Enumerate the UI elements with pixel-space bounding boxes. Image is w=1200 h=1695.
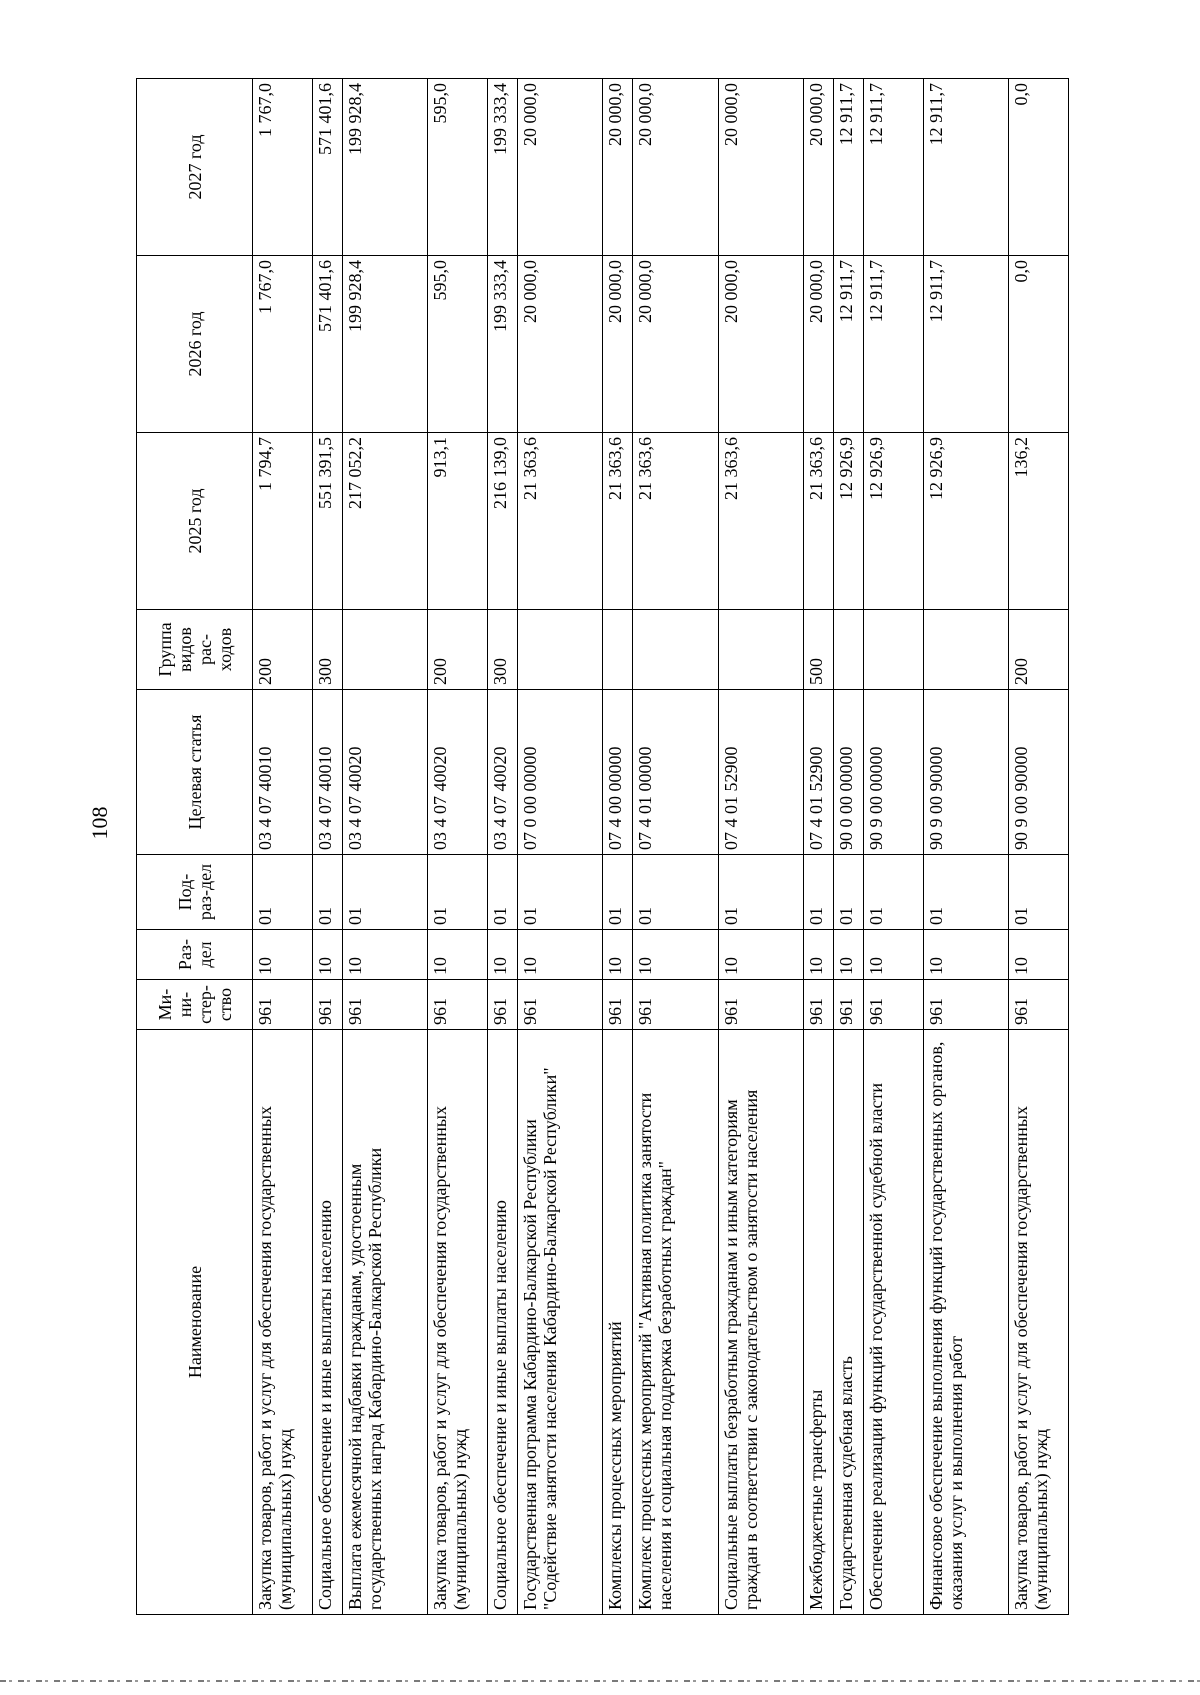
- row-section: 10: [603, 930, 633, 980]
- row-2027: 199 928,4: [342, 79, 427, 256]
- header-row: [137, 79, 253, 1615]
- row-subsection: 01: [633, 855, 718, 930]
- row-section: 10: [1008, 930, 1068, 980]
- row-subsection: 01: [803, 855, 833, 930]
- row-2026: 595,0: [428, 256, 488, 433]
- row-ministry: 961: [253, 980, 313, 1030]
- row-section: 10: [803, 930, 833, 980]
- row-target: 07 4 00 00000: [603, 690, 633, 855]
- row-target: 03 4 07 40010: [312, 690, 342, 855]
- row-ministry: 961: [633, 980, 718, 1030]
- row-2025: 1 794,7: [253, 433, 313, 610]
- row-target: 03 4 07 40020: [342, 690, 427, 855]
- row-name: Закупка товаров, работ и услуг для обеспечения государственных (муниципальных) нужд: [1008, 1030, 1068, 1615]
- row-ministry: 961: [428, 980, 488, 1030]
- row-name: Социальные выплаты безработным гражданам и иным категориям граждан в соответствии с законодательством о занятости населения: [718, 1030, 803, 1615]
- row-2027: 20 000,0: [633, 79, 718, 256]
- row-group: 300: [312, 610, 342, 690]
- row-2027: 20 000,0: [603, 79, 633, 256]
- row-2027: 20 000,0: [803, 79, 833, 256]
- row-2025: 913,1: [428, 433, 488, 610]
- row-2026: 20 000,0: [633, 256, 718, 433]
- row-group: [833, 610, 863, 690]
- row-2025: 12 926,9: [923, 433, 1008, 610]
- row-2027: 12 911,7: [923, 79, 1008, 256]
- row-subsection: 01: [488, 855, 518, 930]
- row-2027: 1 767,0: [253, 79, 313, 256]
- budget-table-container: [136, 79, 1069, 1615]
- table-row: [633, 79, 718, 1615]
- row-ministry: 961: [1008, 980, 1068, 1030]
- row-group: 200: [253, 610, 313, 690]
- row-subsection: 01: [342, 855, 427, 930]
- table-row: [488, 79, 518, 1615]
- row-name: Социальное обеспечение и иные выплаты населению: [488, 1030, 518, 1615]
- header-name: Наименование: [137, 1030, 253, 1615]
- row-2027: 199 333,4: [488, 79, 518, 256]
- row-ministry: 961: [488, 980, 518, 1030]
- row-name: Межбюджетные трансферты: [803, 1030, 833, 1615]
- row-2026: 199 333,4: [488, 256, 518, 433]
- row-target: 90 9 00 90000: [923, 690, 1008, 855]
- row-name: Закупка товаров, работ и услуг для обеспечения государственных (муниципальных) нужд: [253, 1030, 313, 1615]
- row-ministry: 961: [342, 980, 427, 1030]
- row-2027: 12 911,7: [863, 79, 923, 256]
- table-row: [923, 79, 1008, 1615]
- row-2026: 0,0: [1008, 256, 1068, 433]
- row-2025: 551 391,5: [312, 433, 342, 610]
- header-ministry: Ми-ни-стер-ство: [137, 980, 253, 1030]
- row-2025: 21 363,6: [518, 433, 603, 610]
- row-name: Комплекс процессных мероприятий "Активная политика занятости населения и социальная поддержка безработных граждан": [633, 1030, 718, 1615]
- row-2026: 20 000,0: [803, 256, 833, 433]
- row-section: 10: [342, 930, 427, 980]
- row-section: 10: [253, 930, 313, 980]
- row-2025: 12 926,9: [833, 433, 863, 610]
- row-2025: 12 926,9: [863, 433, 923, 610]
- row-group: [633, 610, 718, 690]
- row-name: Закупка товаров, работ и услуг для обеспечения государственных (муниципальных) нужд: [428, 1030, 488, 1615]
- row-group: 200: [428, 610, 488, 690]
- row-target: 07 4 01 52900: [803, 690, 833, 855]
- row-2026: 20 000,0: [603, 256, 633, 433]
- row-group: 300: [488, 610, 518, 690]
- row-2025: 217 052,2: [342, 433, 427, 610]
- row-subsection: 01: [253, 855, 313, 930]
- header-2027: 2027 год: [137, 79, 253, 256]
- table-row: [603, 79, 633, 1615]
- row-2025: 21 363,6: [603, 433, 633, 610]
- row-section: 10: [923, 930, 1008, 980]
- row-section: 10: [488, 930, 518, 980]
- row-target: 03 4 07 40020: [488, 690, 518, 855]
- scan-artifact-line: [0, 1680, 1200, 1682]
- table-row: [718, 79, 803, 1615]
- row-name: Государственная судебная власть: [833, 1030, 863, 1615]
- row-subsection: 01: [718, 855, 803, 930]
- row-target: 07 0 00 00000: [518, 690, 603, 855]
- row-target: 90 0 00 00000: [833, 690, 863, 855]
- row-2026: 199 928,4: [342, 256, 427, 433]
- row-section: 10: [312, 930, 342, 980]
- header-section: Раз-дел: [137, 930, 253, 980]
- row-2026: 20 000,0: [518, 256, 603, 433]
- header-2026: 2026 год: [137, 256, 253, 433]
- row-section: 10: [633, 930, 718, 980]
- row-target: 03 4 07 40020: [428, 690, 488, 855]
- table-row: [428, 79, 488, 1615]
- row-group: [603, 610, 633, 690]
- row-2025: 21 363,6: [718, 433, 803, 610]
- row-group: [923, 610, 1008, 690]
- table-row: [253, 79, 313, 1615]
- row-subsection: 01: [428, 855, 488, 930]
- row-group: 500: [803, 610, 833, 690]
- row-2027: 12 911,7: [833, 79, 863, 256]
- table-row: [518, 79, 603, 1615]
- row-group: [718, 610, 803, 690]
- row-2027: 0,0: [1008, 79, 1068, 256]
- row-2027: 571 401,6: [312, 79, 342, 256]
- row-2026: 12 911,7: [863, 256, 923, 433]
- table-row: [1008, 79, 1068, 1615]
- page-number: 108: [87, 806, 112, 840]
- row-target: 90 9 00 90000: [1008, 690, 1068, 855]
- row-section: 10: [863, 930, 923, 980]
- row-ministry: 961: [603, 980, 633, 1030]
- row-2026: 12 911,7: [923, 256, 1008, 433]
- row-group: 200: [1008, 610, 1068, 690]
- header-2025: 2025 год: [137, 433, 253, 610]
- row-target: 90 9 00 00000: [863, 690, 923, 855]
- row-name: Комплексы процессных мероприятий: [603, 1030, 633, 1615]
- row-name: Социальное обеспечение и иные выплаты населению: [312, 1030, 342, 1615]
- row-name: Выплата ежемесячной надбавки гражданам, удостоенным государственных наград Кабардино-Балкарской Республики: [342, 1030, 427, 1615]
- table-row: [833, 79, 863, 1615]
- row-target: 07 4 01 52900: [718, 690, 803, 855]
- table-row: [342, 79, 427, 1615]
- header-subsection: Под-раз-дел: [137, 855, 253, 930]
- row-2026: 1 767,0: [253, 256, 313, 433]
- row-ministry: 961: [518, 980, 603, 1030]
- row-2025: 136,2: [1008, 433, 1068, 610]
- budget-table: [136, 78, 1069, 1615]
- row-section: 10: [428, 930, 488, 980]
- row-target: 07 4 01 00000: [633, 690, 718, 855]
- row-subsection: 01: [863, 855, 923, 930]
- row-subsection: 01: [1008, 855, 1068, 930]
- row-subsection: 01: [833, 855, 863, 930]
- row-2025: 21 363,6: [803, 433, 833, 610]
- row-2025: 21 363,6: [633, 433, 718, 610]
- row-2027: 595,0: [428, 79, 488, 256]
- row-name: Государственная программа Кабардино-Балкарской Республики "Содействие занятости населения Кабардино-Балкарской Республики": [518, 1030, 603, 1615]
- row-ministry: 961: [833, 980, 863, 1030]
- row-2026: 571 401,6: [312, 256, 342, 433]
- row-subsection: 01: [518, 855, 603, 930]
- row-section: 10: [833, 930, 863, 980]
- row-subsection: 01: [603, 855, 633, 930]
- row-group: [518, 610, 603, 690]
- table-row: [803, 79, 833, 1615]
- row-name: Обеспечение реализации функций государственной судебной власти: [863, 1030, 923, 1615]
- row-ministry: 961: [718, 980, 803, 1030]
- table-row: [863, 79, 923, 1615]
- row-target: 03 4 07 40010: [253, 690, 313, 855]
- table-body: [253, 79, 1069, 1615]
- row-2027: 20 000,0: [518, 79, 603, 256]
- row-ministry: 961: [923, 980, 1008, 1030]
- row-ministry: 961: [803, 980, 833, 1030]
- row-ministry: 961: [863, 980, 923, 1030]
- row-ministry: 961: [312, 980, 342, 1030]
- row-2026: 12 911,7: [833, 256, 863, 433]
- row-group: [342, 610, 427, 690]
- row-subsection: 01: [923, 855, 1008, 930]
- row-2025: 216 139,0: [488, 433, 518, 610]
- table-row: [312, 79, 342, 1615]
- header-target: Целевая статья: [137, 690, 253, 855]
- row-2026: 20 000,0: [718, 256, 803, 433]
- row-group: [863, 610, 923, 690]
- row-section: 10: [518, 930, 603, 980]
- row-2027: 20 000,0: [718, 79, 803, 256]
- header-group: Группа видов рас-ходов: [137, 610, 253, 690]
- row-subsection: 01: [312, 855, 342, 930]
- row-section: 10: [718, 930, 803, 980]
- row-name: Финансовое обеспечение выполнения функций государственных органов, оказания услуг и выполнения работ: [923, 1030, 1008, 1615]
